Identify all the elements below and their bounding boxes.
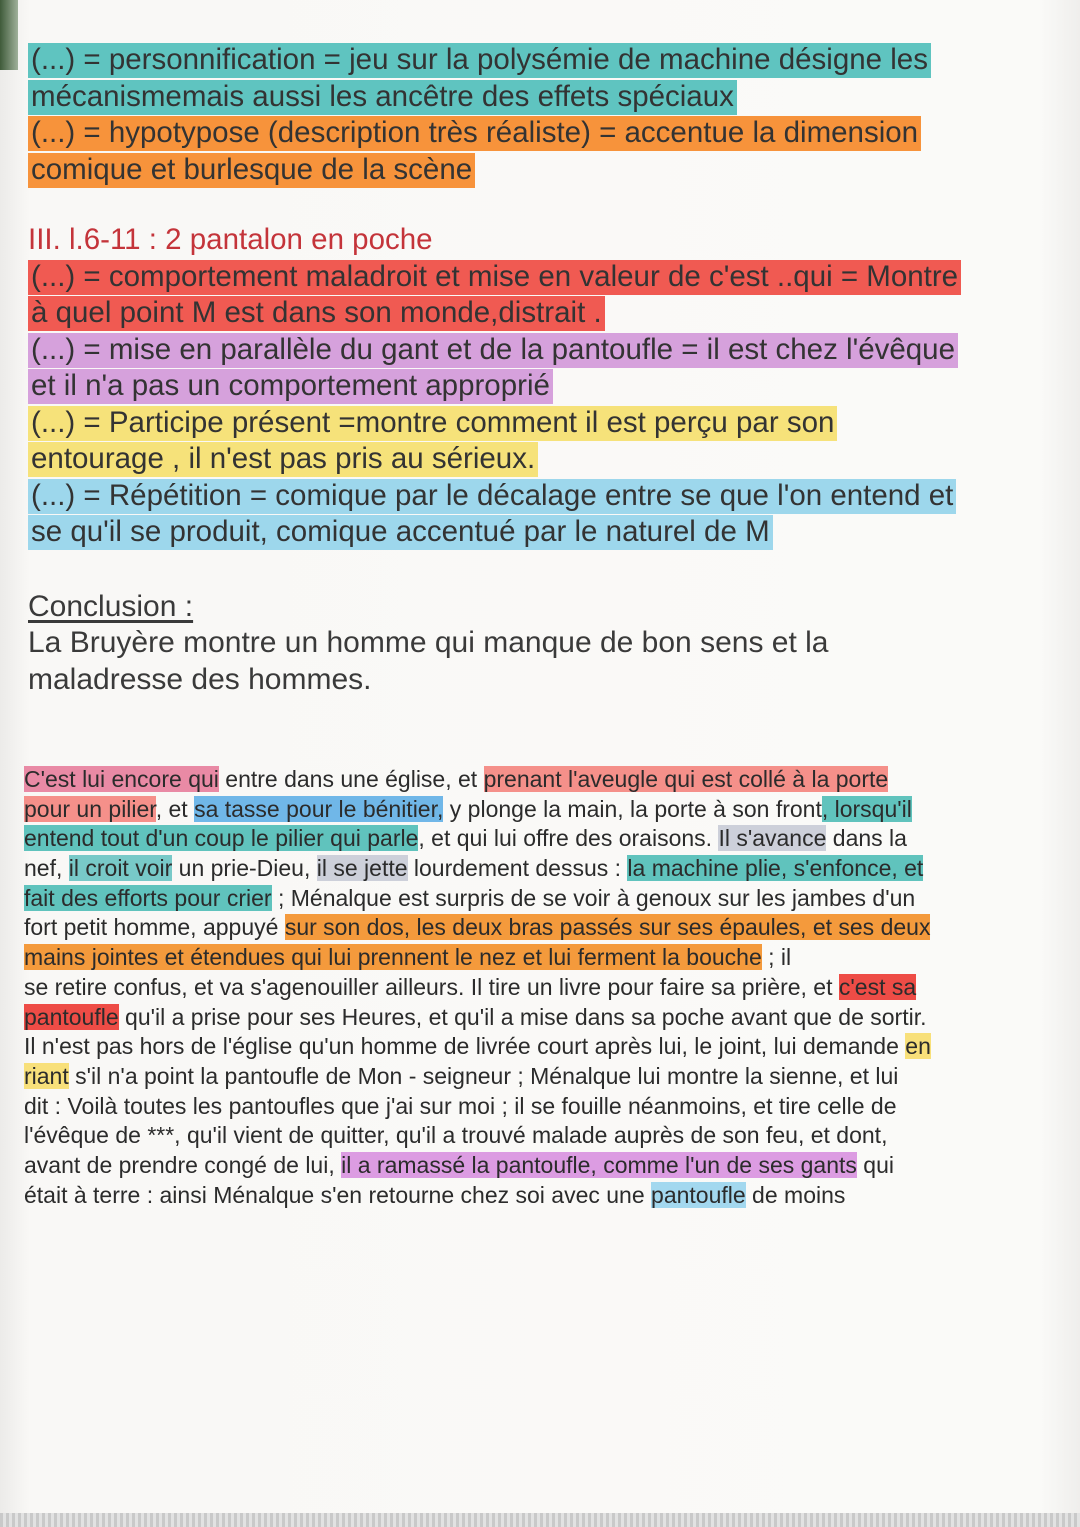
highlighted-note-text: mécanismemais aussi les ancêtre des effets spéciaux bbox=[28, 80, 737, 115]
highlighted-excerpt-text: pantoufle bbox=[651, 1181, 746, 1208]
excerpt-line bbox=[24, 943, 1034, 973]
conclusion-line: maladresse des hommes. bbox=[28, 662, 372, 696]
highlighted-excerpt-text: c'est sa bbox=[838, 973, 917, 1000]
excerpt-line bbox=[24, 1121, 1034, 1151]
excerpt-line bbox=[24, 913, 1034, 943]
highlighted-excerpt-text: C'est lui encore qui bbox=[24, 766, 219, 792]
excerpt-line bbox=[24, 1003, 1034, 1033]
excerpt-text: fort petit homme, appuyé bbox=[24, 914, 285, 941]
excerpt-text: l'évêque de ***, qu'il vient de quitter, qu'il a trouvé malade auprès de son feu, et dont, bbox=[24, 1122, 888, 1149]
excerpt-line bbox=[24, 973, 1034, 1003]
highlighted-note-text: se qu'il se produit, comique accentué par le naturel de M bbox=[28, 515, 773, 550]
highlighted-note-text: comique et burlesque de la scène bbox=[28, 153, 475, 188]
excerpt-text: de moins bbox=[745, 1181, 846, 1208]
excerpt-text: , et qui lui offre des oraisons. bbox=[418, 825, 719, 852]
highlighted-excerpt-text: fait des efforts pour crier bbox=[24, 884, 272, 911]
highlighted-note-text: (...) = mise en parallèle du gant et de la pantoufle = il est chez l'évêque bbox=[28, 333, 958, 368]
highlighted-note-text: (...) = comportement maladroit et mise en valeur de c'est ..qui = Montre bbox=[28, 260, 961, 295]
highlighted-excerpt-text: en bbox=[905, 1033, 931, 1060]
highlighted-excerpt-text: prenant l'aveugle qui est collé à la porte bbox=[483, 766, 889, 792]
excerpt-text: dit : Voilà toutes les pantoufles que j'ai sur moi ; il se fouille néanmoins, et tire celle de bbox=[24, 1092, 897, 1119]
excerpt-text: entre dans une église, et bbox=[218, 766, 484, 792]
conclusion-line: La Bruyère montre un homme qui manque de bon sens et la bbox=[28, 626, 829, 659]
excerpt-text: y plonge la main, la porte à son front bbox=[443, 795, 822, 822]
highlighted-note-text: (...) = Participe présent =montre comment il est perçu par son bbox=[28, 406, 837, 441]
highlighted-excerpt-text: il a ramassé la pantoufle, comme l'un de ses gants bbox=[341, 1151, 857, 1178]
highlighted-note-text: (...) = personnification = jeu sur la polysémie de machine désigne les bbox=[28, 43, 931, 78]
highlighted-excerpt-text: la machine plie, s'enfonce, et bbox=[627, 855, 924, 882]
highlighted-note-text: et il n'a pas un comportement approprié bbox=[28, 369, 553, 404]
excerpt-line bbox=[24, 884, 1034, 914]
printed-excerpt bbox=[24, 765, 1034, 1210]
note-line bbox=[28, 295, 1038, 332]
excerpt-text: nef, bbox=[24, 855, 69, 882]
excerpt-text: ; Ménalque est surpris de se voir à genoux sur les jambes d'un bbox=[271, 884, 916, 911]
highlighted-note-text: (...) = hypotypose (description très réaliste) = accentue la dimension bbox=[28, 116, 921, 151]
excerpt-text: dans la bbox=[826, 825, 907, 852]
excerpt-text: , et bbox=[155, 795, 195, 822]
excerpt-text: se retire confus, et va s'agenouiller ailleurs. Il tire un livre pour faire sa prière, et bbox=[24, 973, 839, 1000]
excerpt-line bbox=[24, 1092, 1034, 1122]
note-line bbox=[28, 152, 1038, 189]
spacer bbox=[28, 188, 1038, 222]
excerpt-text: lourdement dessus : bbox=[407, 855, 628, 882]
excerpt-text: ; il bbox=[761, 944, 792, 971]
page-binding-strip bbox=[0, 0, 18, 70]
note-line bbox=[28, 79, 1038, 116]
note-line bbox=[28, 115, 1038, 152]
conclusion-title: Conclusion : bbox=[28, 589, 194, 623]
excerpt-line bbox=[24, 824, 1034, 854]
note-line bbox=[28, 368, 1038, 405]
excerpt-line bbox=[24, 765, 1034, 795]
excerpt-line bbox=[24, 1151, 1034, 1181]
highlighted-excerpt-text: mains jointes et étendues qui lui prennent le nez et lui ferment la bouche bbox=[24, 944, 762, 971]
highlighted-note-text: entourage , il n'est pas pris au sérieux. bbox=[28, 442, 538, 477]
highlighted-note-text: à quel point M est dans son monde,distrait . bbox=[28, 296, 605, 331]
excerpt-text: qui bbox=[856, 1151, 894, 1178]
excerpt-text: avant de prendre congé de lui, bbox=[24, 1151, 342, 1178]
highlighted-excerpt-text: il se jette bbox=[316, 855, 408, 882]
highlighted-excerpt-text: Il s'avance bbox=[718, 825, 827, 852]
note-line bbox=[28, 332, 1038, 369]
page-bottom-edge bbox=[0, 1513, 1080, 1527]
excerpt-text: un prie-Dieu, bbox=[172, 855, 317, 882]
highlighted-excerpt-text: il croit voir bbox=[68, 855, 173, 882]
note-line bbox=[28, 514, 1038, 551]
highlighted-note-text: (...) = Répétition = comique par le décalage entre se que l'on entend et bbox=[28, 479, 956, 514]
note-line bbox=[28, 405, 1038, 442]
highlighted-excerpt-text: sur son dos, les deux bras passés sur ses épaules, et ses deux bbox=[284, 914, 931, 941]
excerpt-text: qu'il a prise pour ses Heures, et qu'il a mise dans sa poche avant que de sortir. bbox=[118, 1003, 927, 1030]
highlighted-excerpt-text: entend tout d'un coup le pilier qui parle bbox=[24, 825, 419, 852]
notes-section-3 bbox=[28, 259, 1038, 551]
excerpt-line bbox=[24, 854, 1034, 884]
excerpt-line bbox=[24, 1181, 1034, 1211]
excerpt-text: était à terre : ainsi Ménalque s'en retourne chez soi avec une bbox=[24, 1181, 652, 1208]
excerpt-line bbox=[24, 795, 1034, 825]
excerpt-text: Il n'est pas hors de l'église qu'un homme de livrée court après lui, le joint, lui demande bbox=[24, 1033, 906, 1060]
excerpt-line bbox=[24, 1032, 1034, 1062]
highlighted-excerpt-text: riant bbox=[24, 1062, 69, 1089]
note-line bbox=[28, 42, 1038, 79]
note-line bbox=[28, 478, 1038, 515]
highlighted-excerpt-text: pantoufle bbox=[24, 1003, 119, 1030]
spacer bbox=[28, 551, 1038, 589]
note-line bbox=[28, 441, 1038, 478]
excerpt-line bbox=[24, 1062, 1034, 1092]
highlighted-excerpt-text: sa tasse pour le bénitier, bbox=[194, 795, 444, 822]
handwritten-notes bbox=[28, 42, 1038, 698]
notes-section-2 bbox=[28, 42, 1038, 188]
excerpt-text: s'il n'a point la pantoufle de Mon - seigneur ; Ménalque lui montre la sienne, et lui bbox=[68, 1062, 899, 1089]
section-3-heading: III. l.6-11 : 2 pantalon en poche bbox=[28, 223, 433, 256]
highlighted-excerpt-text: , lorsqu'il bbox=[821, 795, 912, 822]
highlighted-excerpt-text: pour un pilier bbox=[24, 795, 156, 822]
note-line bbox=[28, 259, 1038, 296]
